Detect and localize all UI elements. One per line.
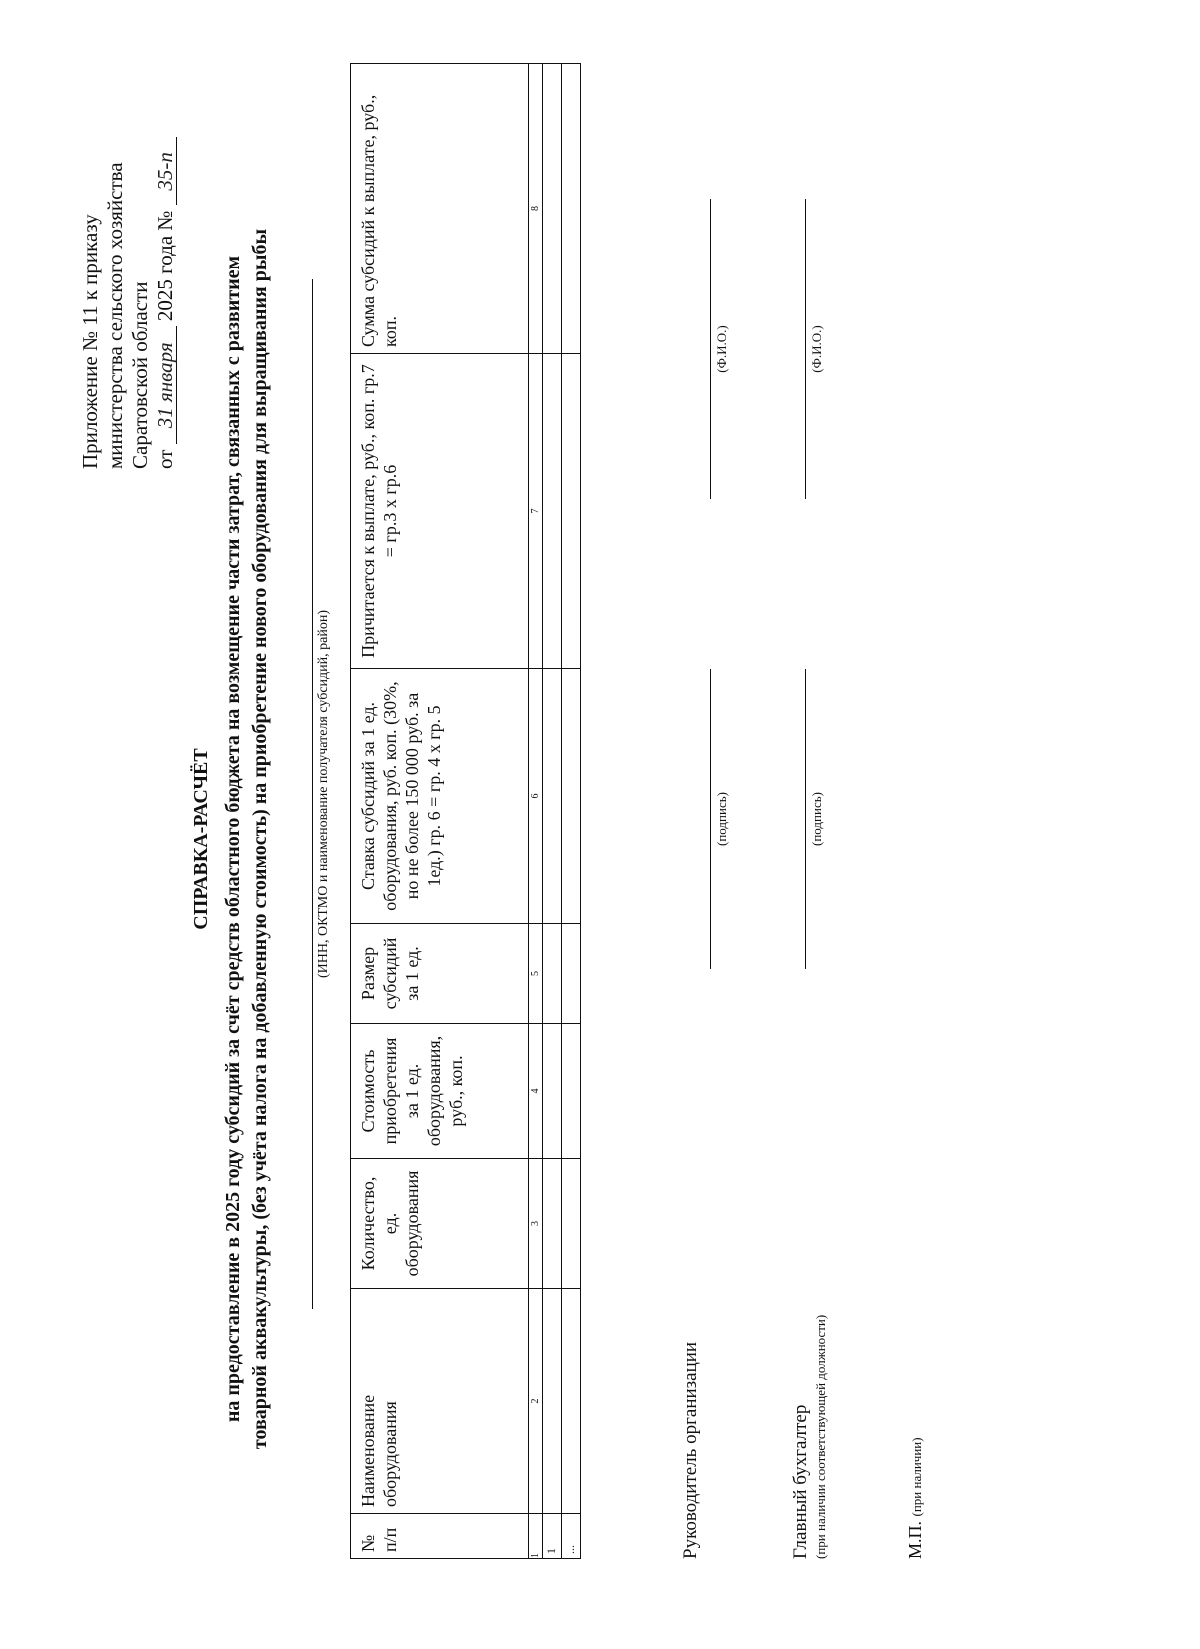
header-amount-due: Причитается к выплате, руб., коп. гр.7 = гр.3 х гр.6 bbox=[351, 354, 529, 669]
accountant-name-caption: (Ф.И.О.) bbox=[809, 325, 824, 373]
header-quantity: Количество, ед. оборудования bbox=[351, 1159, 529, 1289]
table-cell bbox=[562, 1289, 581, 1514]
table-cell bbox=[562, 64, 581, 354]
table-cell bbox=[543, 1289, 562, 1514]
head-name-caption: (Ф.И.О.) bbox=[714, 325, 729, 373]
header-subsidy-total: Сумма субсидий к выплате, руб., коп. bbox=[351, 64, 529, 354]
header-unit-cost: Стоимость приобретения за 1 ед. оборудования, руб., коп. bbox=[351, 1024, 529, 1159]
table-cell bbox=[543, 64, 562, 354]
chief-accountant-note: (при наличии соответствующей должности) bbox=[813, 1314, 828, 1559]
table-cell: 1 bbox=[543, 1514, 562, 1559]
document-title: СПРАВКА-РАСЧЁТ bbox=[190, 748, 212, 930]
stamp-note: (при наличии) bbox=[909, 1437, 924, 1517]
header-subsidy-rate: Ставка субсидий за 1 ед. оборудования, руб. коп. (30%, но не более 150 000 руб. за 1ед.) гр. 6 = гр. 4 х гр. 5 bbox=[351, 669, 529, 924]
date-prefix: от bbox=[153, 449, 177, 469]
subtitle-line-2: товарной аквакультуры, (без учёта налога на добавленную стоимость) на приобретение нового оборудования для выращивания рыбы bbox=[249, 228, 271, 1450]
table-cell: ... bbox=[562, 1514, 581, 1559]
accountant-signature-line bbox=[805, 669, 806, 969]
header-subsidy-size: Размер субсидий за 1 ед. bbox=[351, 924, 529, 1024]
handwritten-order-number: 35-п bbox=[154, 137, 177, 205]
table-cell bbox=[543, 1024, 562, 1159]
appendix-line-3: Саратовской области bbox=[128, 281, 152, 469]
year-text: 2025 года № bbox=[153, 210, 177, 322]
appendix-line-2: министерства сельского хозяйства bbox=[103, 162, 127, 469]
recipient-field-line bbox=[312, 279, 313, 1309]
appendix-reference bbox=[78, 49, 178, 469]
column-number: 8 bbox=[529, 64, 543, 354]
appendix-line-1: Приложение № 11 к приказу bbox=[78, 214, 102, 469]
column-number: 4 bbox=[529, 1024, 543, 1159]
table-cell bbox=[562, 1024, 581, 1159]
document-subtitle bbox=[220, 109, 274, 1569]
table-row bbox=[562, 64, 581, 1559]
head-signature-caption: (подпись) bbox=[714, 792, 729, 846]
column-number: 5 bbox=[529, 924, 543, 1024]
table-cell bbox=[562, 1159, 581, 1289]
head-name-line bbox=[710, 199, 711, 499]
header-number: № п/п bbox=[351, 1514, 529, 1559]
table-cell bbox=[543, 1159, 562, 1289]
table-cell bbox=[562, 924, 581, 1024]
chief-accountant-label: Главный бухгалтер bbox=[790, 1404, 811, 1559]
calculation-table bbox=[350, 63, 581, 1559]
table-cell bbox=[562, 354, 581, 669]
column-number: 6 bbox=[529, 669, 543, 924]
stamp-place bbox=[905, 1159, 926, 1559]
table-cell bbox=[543, 354, 562, 669]
head-signature-line bbox=[710, 669, 711, 969]
table-cell bbox=[543, 924, 562, 1024]
header-equipment-name: Наименование оборудования bbox=[351, 1289, 529, 1514]
table-cell bbox=[543, 669, 562, 924]
column-number-row bbox=[529, 64, 543, 1559]
column-number: 3 bbox=[529, 1159, 543, 1289]
subtitle-line-1: на предоставление в 2025 году субсидий за счёт средств областного бюджета на возмещение части затрат, связанных с развитием bbox=[222, 255, 244, 1423]
column-number: 2 bbox=[529, 1289, 543, 1514]
accountant-signature-caption: (подпись) bbox=[809, 792, 824, 846]
accountant-name-line bbox=[805, 199, 806, 499]
handwritten-date: 31 января bbox=[154, 326, 177, 444]
column-number: 7 bbox=[529, 354, 543, 669]
table-header-row bbox=[351, 64, 529, 1559]
table-row bbox=[543, 64, 562, 1559]
stamp-label: М.П. bbox=[905, 1520, 925, 1559]
head-of-organization-label: Руководитель организации bbox=[680, 1341, 701, 1559]
column-number: 1 bbox=[529, 1514, 543, 1559]
recipient-caption: (ИНН, ОКТМО и наименование получателя субсидий, район) bbox=[316, 609, 331, 979]
table-cell bbox=[562, 669, 581, 924]
appendix-date-line bbox=[153, 49, 178, 469]
